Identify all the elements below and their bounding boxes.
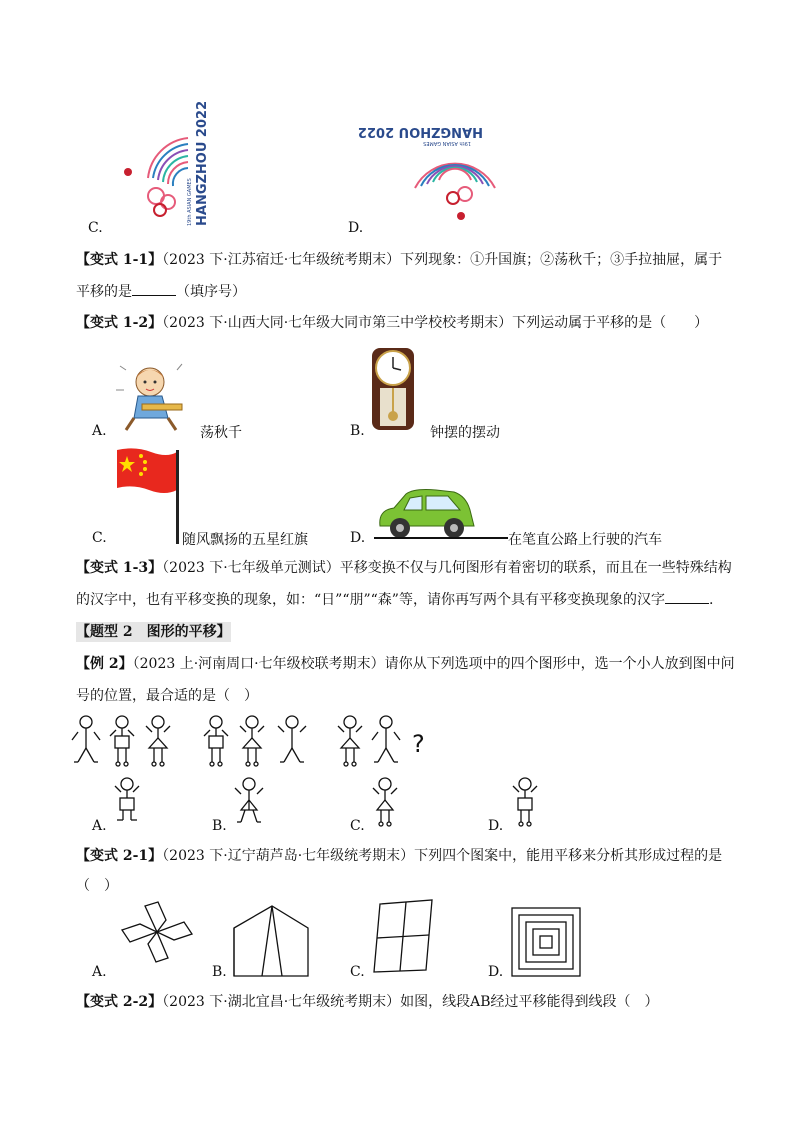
figure-option-a-label: A. xyxy=(92,818,107,834)
option-a-caption-1-2: 荡秋千 xyxy=(200,425,242,441)
variant-1-1-tag: 【变式 1-1】 xyxy=(76,252,163,268)
option-b-label-1-2: B. xyxy=(350,423,365,439)
variant-1-1-line2 xyxy=(76,282,246,302)
figure-option-c-label: C. xyxy=(350,818,365,834)
variant-1-1-text2b: （填序号） xyxy=(176,284,246,300)
pattern-option-b-fold xyxy=(232,904,312,978)
variant-2-2-text: （2023 下·湖北宜昌·七年级统考期末）如图，线段AB经过平移能得到线段（ ） xyxy=(162,994,659,1010)
topic-2-heading: 【题型 2 图形的平移】 xyxy=(76,624,231,640)
swing-girl-image xyxy=(112,360,192,435)
variant-2-1-tag: 【变式 2-1】 xyxy=(76,848,163,864)
logo-option-c xyxy=(118,100,228,228)
variant-1-1-line1 xyxy=(76,250,722,270)
car-image xyxy=(374,486,508,542)
logo-c-text: HANGZHOU 2022 xyxy=(195,100,210,226)
variant-1-3-text1: （2023 下·七年级单元测试）平移变换不仅与几何图形有着密切的联系，而且在一些特殊结构 xyxy=(162,560,732,576)
figure-option-d xyxy=(510,776,540,832)
figure-option-b xyxy=(234,776,264,832)
option-d-label-logos: D. xyxy=(348,220,364,236)
option-c-label-1-2: C. xyxy=(92,530,107,546)
variant-2-1-line2: （ ） xyxy=(76,878,118,894)
figure-option-a xyxy=(112,776,142,832)
variant-2-1-text1: （2023 下·辽宁葫芦岛·七年级统考期末）下列四个图案中，能用平移来分析其形成过程的是 xyxy=(162,848,723,864)
variant-1-2-tag: 【变式 1-2】 xyxy=(76,315,163,331)
pattern-option-c-label: C. xyxy=(350,964,365,980)
figure-option-c xyxy=(370,776,400,832)
variant-1-3-line1 xyxy=(76,558,732,578)
example-2-text1: （2023 上·河南周口·七年级校联考期末）请你从下列选项中的四个图形中，选一个小人放到图中问 xyxy=(132,656,735,672)
logo-d-text: HANGZHOU 2022 xyxy=(357,124,483,139)
option-d-caption-1-2: 在笔直公路上行驶的汽车 xyxy=(508,532,662,548)
pattern-option-a-label: A. xyxy=(92,964,107,980)
figure-option-b-label: B. xyxy=(212,818,227,834)
hangzhou-logo-upside-down xyxy=(357,118,515,228)
variant-1-1-text2a: 平移的是 xyxy=(76,284,132,300)
variant-1-3-text2a: 的汉字中，也有平移变换的现象，如：“日”“朋”“森”等，请你再写两个具有平移变换现象的汉字 xyxy=(76,592,665,608)
pattern-option-b-label: B. xyxy=(212,964,227,980)
option-b-caption-1-2: 钟摆的摆动 xyxy=(430,425,500,441)
logo-c-subtext: 19th ASIAN GAMES xyxy=(187,178,193,226)
answer-blank[interactable] xyxy=(132,283,176,296)
hangzhou-logo-vertical xyxy=(118,100,228,228)
pattern-option-d-label: D. xyxy=(488,964,504,980)
logo-option-d xyxy=(357,118,515,228)
answer-blank[interactable] xyxy=(665,591,709,604)
option-a-label-1-2: A. xyxy=(92,423,107,439)
variant-1-3-tag: 【变式 1-3】 xyxy=(76,560,163,576)
example-2-line1 xyxy=(76,654,735,674)
logo-d-subtext: 19th ASIAN GAMES xyxy=(423,140,471,146)
flag-image xyxy=(115,446,185,546)
variant-1-3-line2 xyxy=(76,590,713,610)
variant-2-2-line xyxy=(76,992,659,1012)
pendulum-clock-image xyxy=(368,346,418,432)
example-2-line2: 号的位置，最合适的是（ ） xyxy=(76,688,258,704)
variant-1-1-text1: （2023 下·江苏宿迁·七年级统考期末）下列现象：①升国旗；②荡秋千；③手拉抽屉，属于 xyxy=(162,252,723,268)
variant-1-3-text2b: . xyxy=(708,592,714,608)
option-c-label-logos: C. xyxy=(88,220,103,236)
variant-2-1-line1 xyxy=(76,846,722,866)
question-mark: ? xyxy=(412,730,425,758)
example-2-tag: 【例 2】 xyxy=(76,656,133,672)
pattern-option-c-parallelogram-grid xyxy=(370,898,436,974)
pattern-option-a-pinwheel xyxy=(112,900,202,964)
figure-option-d-label: D. xyxy=(488,818,504,834)
variant-2-2-tag: 【变式 2-2】 xyxy=(76,994,163,1010)
stick-figure-sequence xyxy=(70,712,430,772)
option-d-label-1-2: D. xyxy=(350,530,366,546)
pattern-option-d-nested-squares xyxy=(510,906,582,978)
variant-1-2-line xyxy=(76,313,708,333)
option-c-caption-1-2: 随风飘扬的五星红旗 xyxy=(182,532,308,548)
variant-1-2-text: （2023 下·山西大同·七年级大同市第三中学校校考期末）下列运动属于平移的是（ ） xyxy=(162,315,709,331)
